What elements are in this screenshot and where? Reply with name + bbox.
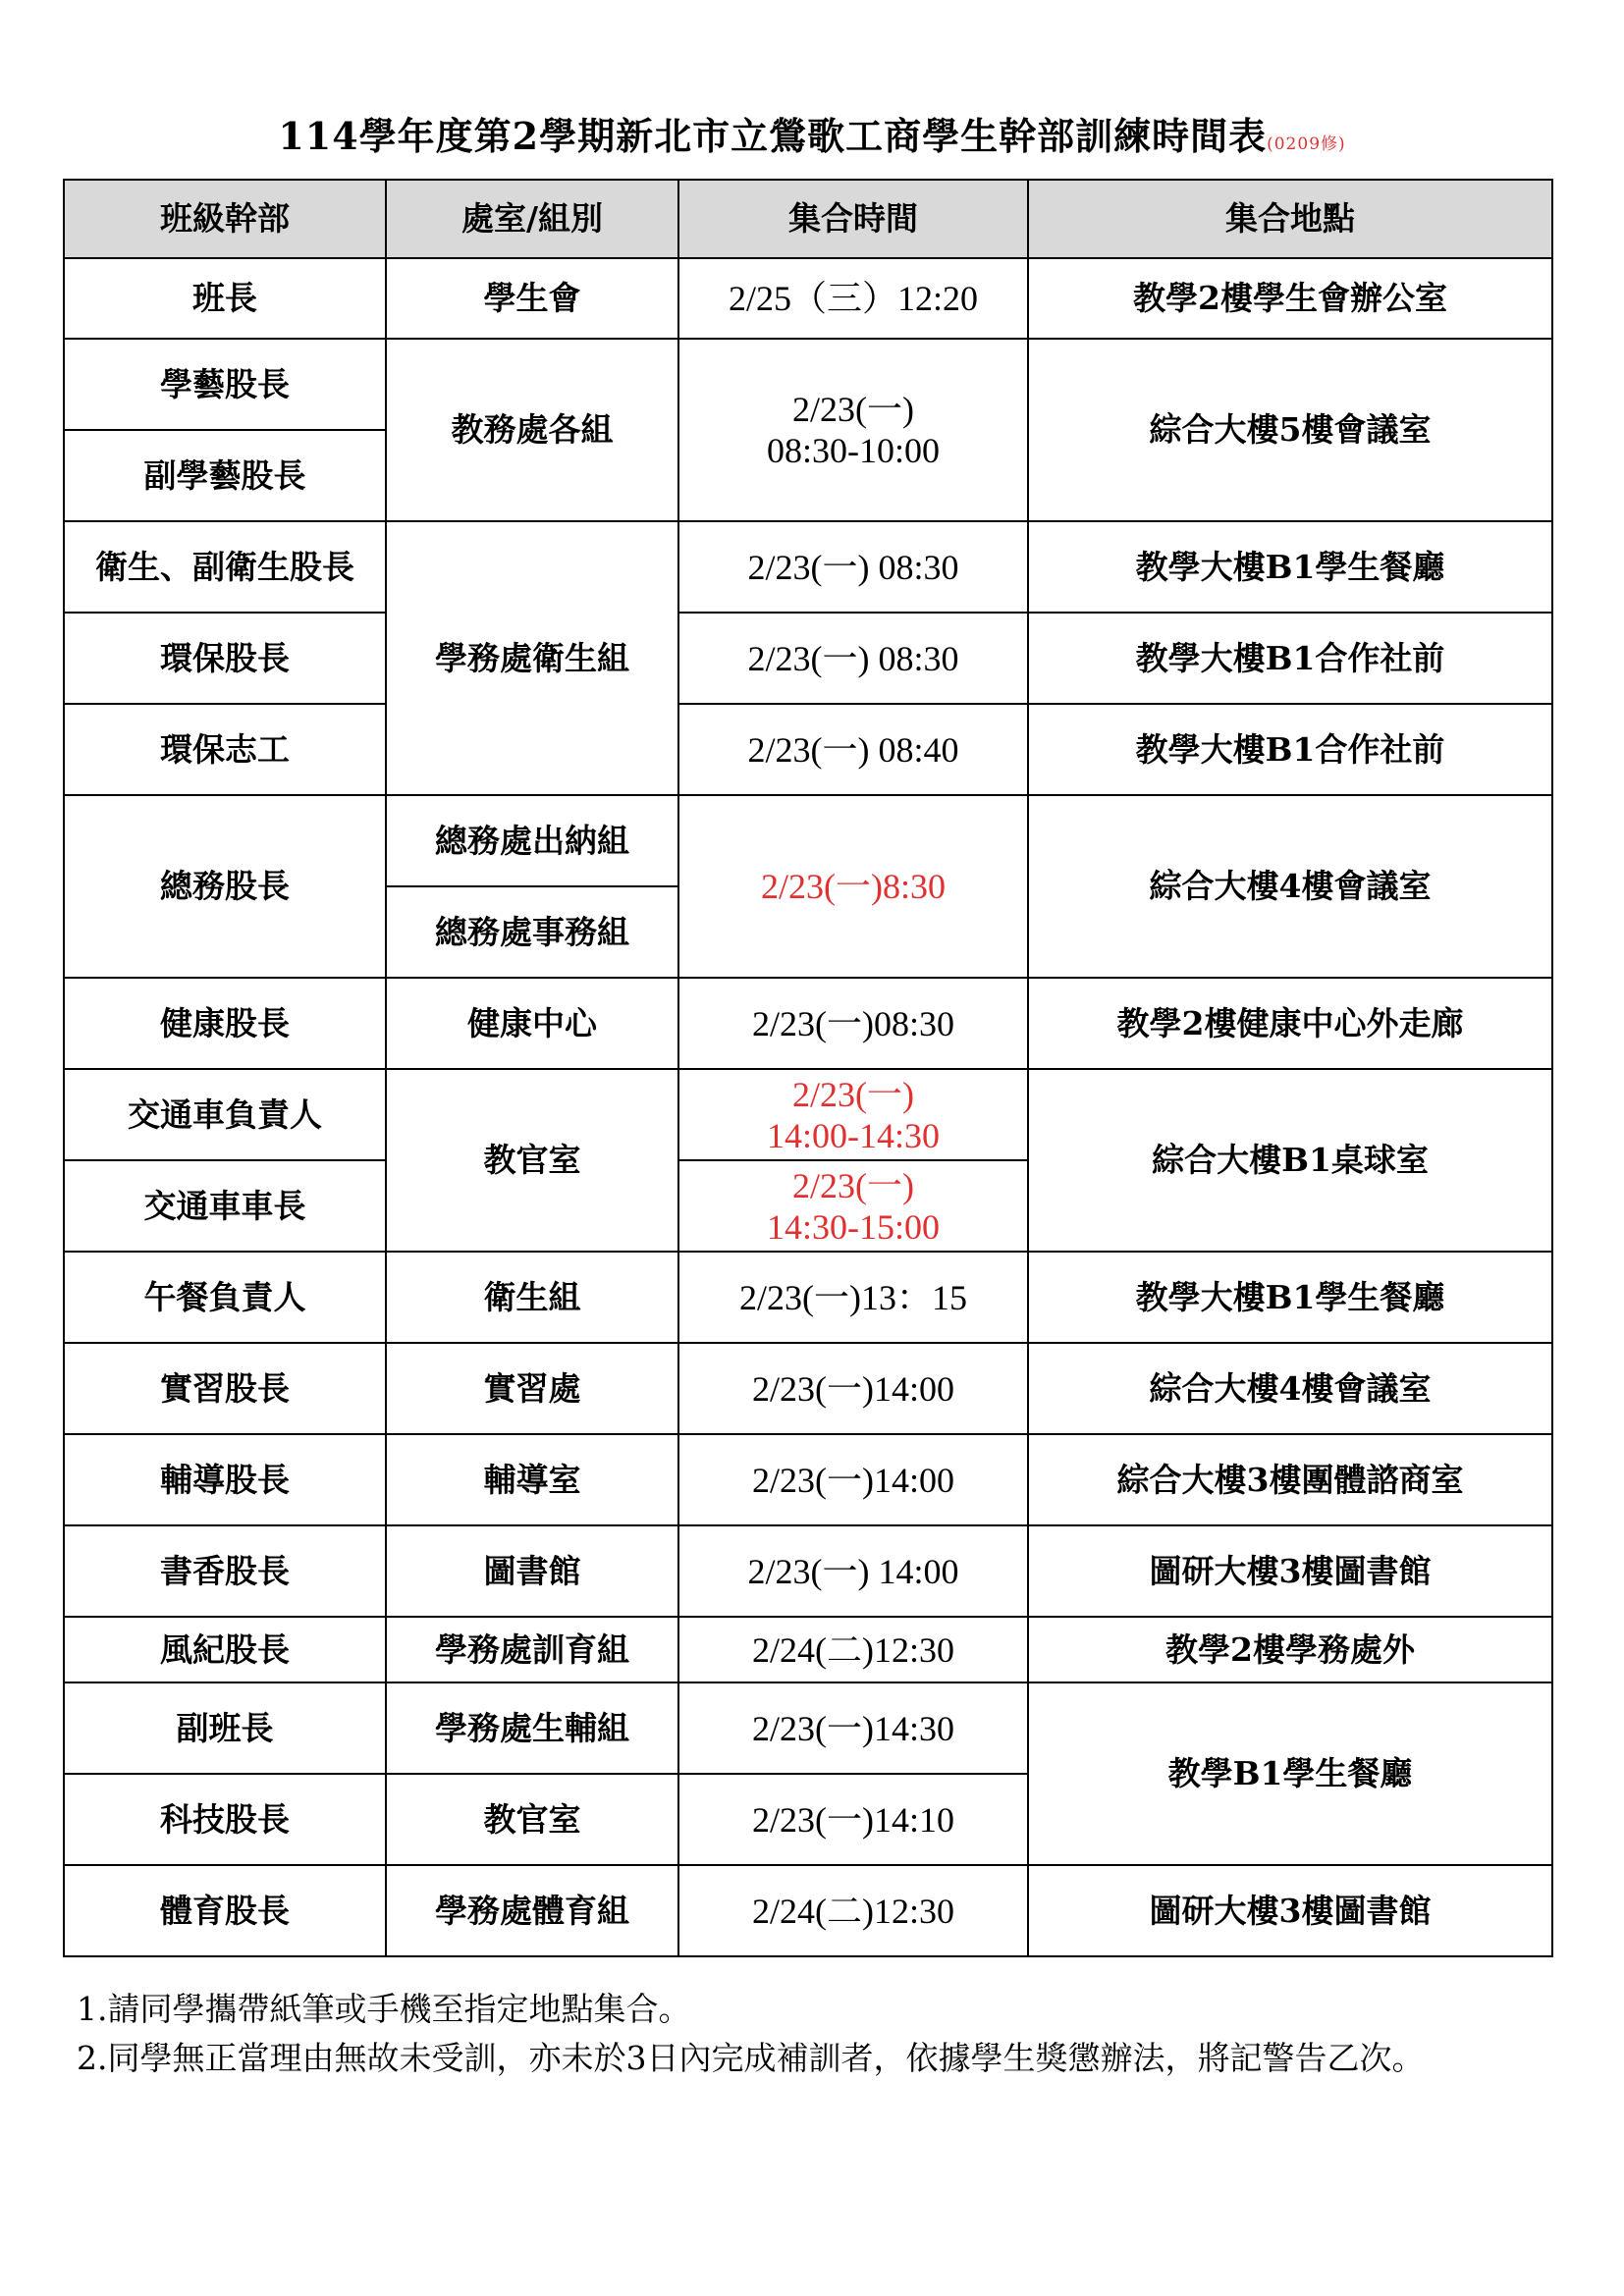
dept-cell: 總務處事務組 <box>386 886 678 978</box>
time-cell: 2/23(一) 08:30 <box>678 521 1028 613</box>
table-row <box>64 1252 1552 1343</box>
time-cell: 2/25（三）12:20 <box>678 258 1028 339</box>
time-date: 2/23(一) <box>792 1165 914 1205</box>
time-cell: 2/23(一)14:30 <box>678 1682 1028 1774</box>
role-cell: 科技股長 <box>64 1774 386 1865</box>
table-row <box>64 1617 1552 1682</box>
dept-cell: 總務處出納組 <box>386 795 678 886</box>
note-2: 2.同學無正當理由無故未受訓，亦未於3日內完成補訓者，依據學生獎懲辦法，將記警告乙次。 <box>77 2039 1425 2077</box>
table-row <box>64 978 1552 1069</box>
header-place: 集合地點 <box>1028 180 1552 258</box>
place-cell: 綜合大樓4樓會議室 <box>1028 1343 1552 1434</box>
time-range: 08:30-10:00 <box>767 431 940 470</box>
time-range: 14:00-14:30 <box>767 1115 940 1155</box>
time-cell: 2/23(一)14:00 <box>678 1343 1028 1434</box>
page-title <box>0 106 1624 160</box>
table-row <box>64 1682 1552 1774</box>
dept-cell: 衛生組 <box>386 1252 678 1343</box>
role-cell: 健康股長 <box>64 978 386 1069</box>
place-cell: 教學2樓健康中心外走廊 <box>1028 978 1552 1069</box>
time-cell <box>678 1160 1028 1252</box>
time-cell: 2/23(一) 08:30 <box>678 613 1028 704</box>
notes-section <box>77 1985 1549 2083</box>
header-time: 集合時間 <box>678 180 1028 258</box>
place-cell: 教學B1學生餐廳 <box>1028 1682 1552 1865</box>
role-cell: 午餐負責人 <box>64 1252 386 1343</box>
dept-cell: 學務處衛生組 <box>386 521 678 795</box>
role-cell: 總務股長 <box>64 795 386 978</box>
role-cell: 實習股長 <box>64 1343 386 1434</box>
role-cell: 班長 <box>64 258 386 339</box>
time-cell: 2/23(一)14:00 <box>678 1434 1028 1525</box>
note-1: 1.請同學攜帶紙筆或手機至指定地點集合。 <box>77 1990 691 2028</box>
role-cell: 副學藝股長 <box>64 430 386 521</box>
header-dept: 處室/組別 <box>386 180 678 258</box>
time-cell: 2/23(一)08:30 <box>678 978 1028 1069</box>
time-cell <box>678 339 1028 521</box>
title-main: 114學年度第2學期新北市立鶯歌工商學生幹部訓練時間表 <box>278 114 1268 158</box>
place-cell: 圖研大樓3樓圖書館 <box>1028 1525 1552 1617</box>
time-date: 2/23(一) <box>792 1074 914 1114</box>
role-cell: 副班長 <box>64 1682 386 1774</box>
dept-cell: 學務處生輔組 <box>386 1682 678 1774</box>
time-cell: 2/23(一) 14:00 <box>678 1525 1028 1617</box>
table-row <box>64 704 1552 795</box>
revision-note: (0209修) <box>1267 134 1346 154</box>
dept-cell: 教官室 <box>386 1774 678 1865</box>
time-date: 2/23(一) <box>792 390 914 429</box>
place-cell: 教學2樓學務處外 <box>1028 1617 1552 1682</box>
table-row <box>64 613 1552 704</box>
role-cell: 輔導股長 <box>64 1434 386 1525</box>
place-cell: 綜合大樓4樓會議室 <box>1028 795 1552 978</box>
time-cell: 2/23(一)8:30 <box>678 795 1028 978</box>
training-schedule-table <box>63 179 1553 1957</box>
place-cell: 綜合大樓5樓會議室 <box>1028 339 1552 521</box>
role-cell: 衛生、副衛生股長 <box>64 521 386 613</box>
dept-cell: 輔導室 <box>386 1434 678 1525</box>
table-row <box>64 1069 1552 1160</box>
role-cell: 體育股長 <box>64 1865 386 1956</box>
table-row <box>64 258 1552 339</box>
role-cell: 環保股長 <box>64 613 386 704</box>
dept-cell: 圖書館 <box>386 1525 678 1617</box>
place-cell: 綜合大樓3樓團體諮商室 <box>1028 1434 1552 1525</box>
place-cell: 教學大樓B1學生餐廳 <box>1028 521 1552 613</box>
dept-cell: 學務處訓育組 <box>386 1617 678 1682</box>
role-cell: 交通車車長 <box>64 1160 386 1252</box>
place-cell: 教學大樓B1合作社前 <box>1028 613 1552 704</box>
place-cell: 圖研大樓3樓圖書館 <box>1028 1865 1552 1956</box>
role-cell: 交通車負責人 <box>64 1069 386 1160</box>
dept-cell: 教務處各組 <box>386 339 678 521</box>
dept-cell: 實習處 <box>386 1343 678 1434</box>
role-cell: 書香股長 <box>64 1525 386 1617</box>
place-cell: 教學2樓學生會辦公室 <box>1028 258 1552 339</box>
table-row <box>64 795 1552 886</box>
place-cell: 教學大樓B1合作社前 <box>1028 704 1552 795</box>
dept-cell: 教官室 <box>386 1069 678 1252</box>
header-row <box>64 180 1552 258</box>
time-cell: 2/23(一)13：15 <box>678 1252 1028 1343</box>
table-row <box>64 1343 1552 1434</box>
table-row <box>64 1865 1552 1956</box>
time-range: 14:30-15:00 <box>767 1206 940 1247</box>
dept-cell: 學生會 <box>386 258 678 339</box>
place-cell: 教學大樓B1學生餐廳 <box>1028 1252 1552 1343</box>
table-row <box>64 1525 1552 1617</box>
time-cell: 2/23(一)14:10 <box>678 1774 1028 1865</box>
time-cell <box>678 1069 1028 1160</box>
role-cell: 學藝股長 <box>64 339 386 430</box>
role-cell: 風紀股長 <box>64 1617 386 1682</box>
table-row <box>64 521 1552 613</box>
dept-cell: 學務處體育組 <box>386 1865 678 1956</box>
place-cell: 綜合大樓B1桌球室 <box>1028 1069 1552 1252</box>
time-cell: 2/23(一) 08:40 <box>678 704 1028 795</box>
table-row <box>64 339 1552 430</box>
table-row <box>64 1434 1552 1525</box>
role-cell: 環保志工 <box>64 704 386 795</box>
time-cell: 2/24(二)12:30 <box>678 1617 1028 1682</box>
dept-cell: 健康中心 <box>386 978 678 1069</box>
header-role: 班級幹部 <box>64 180 386 258</box>
time-cell: 2/24(二)12:30 <box>678 1865 1028 1956</box>
